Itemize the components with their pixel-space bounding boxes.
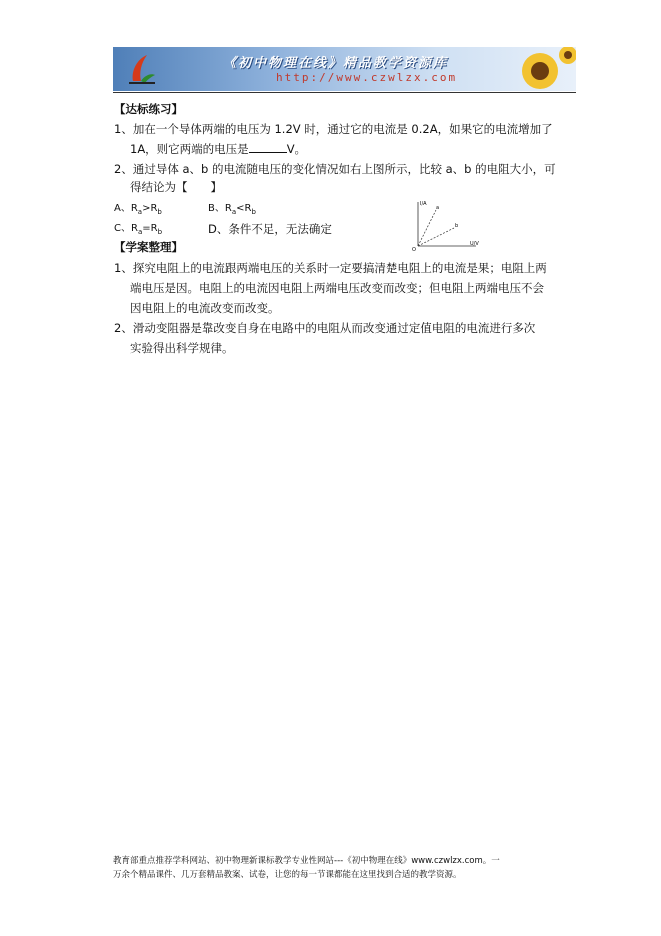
footer-line-2: 万余个精品课件、几万套精品教案、试卷，让您的每一节课都能在这里找到合适的教学资源。 [113, 870, 462, 880]
option-a[interactable]: A、$R_a>R_b$ [114, 203, 162, 216]
summary-1-line-2: 端电压是因。电阻上的电流因电阻上两端电压改变而改变；但电阻上两端电压不会 [130, 281, 544, 295]
summary-heading: 【学案整理】 [114, 240, 183, 254]
option-d[interactable]: D、条件不足，无法确定 [208, 222, 332, 236]
header-rule [113, 92, 576, 93]
iu-graph [404, 196, 486, 252]
site-logo-icon [127, 53, 157, 85]
question-2-line-2: 得结论为【 】 [130, 180, 222, 194]
summary-1-line-3: 因电阻上的电流改变而改变。 [130, 301, 280, 315]
option-b[interactable]: B、$R_a<R_b$ [208, 203, 256, 216]
question-1-line-2 [130, 142, 306, 156]
banner-title: 《初中物理在线》精品教学资源库 [223, 56, 449, 71]
sunflower-icon [506, 47, 576, 91]
banner-url[interactable]: http://www.czwlzx.com [276, 71, 458, 84]
question-2-line-1: 2、通过导体 a、b 的电流随电压的变化情况如右上图所示，比较 a、b 的电阻大小，可 [114, 162, 556, 176]
y-axis-label: I/A [420, 201, 427, 207]
question-1-prefix: 1A，则它两端的电压是 [130, 142, 249, 156]
practice-heading: 【达标练习】 [114, 102, 183, 116]
line-a [418, 210, 436, 246]
line-b [418, 228, 454, 246]
line-b-label: b [455, 223, 459, 229]
question-1-line-1: 1、加在一个导体两端的电压为 1.2V 时，通过它的电流是 0.2A，如果它的电流增加了 [114, 122, 553, 136]
footer-line-1: 教育部重点推荐学科网站、初中物理新课标教学专业性网站---《初中物理在线》www.czwlzx.com。一 [113, 856, 500, 866]
question-1-suffix: V。 [286, 142, 307, 156]
line-a-label: a [436, 205, 440, 211]
option-c[interactable]: C、$R_a=R_b$ [114, 223, 163, 236]
summary-1-line-1: 1、探究电阻上的电流跟两端电压的关系时一定要搞清楚电阻上的电流是果；电阻上两 [114, 261, 547, 275]
origin-label: O [412, 247, 416, 252]
summary-2-line-1: 2、滑动变阻器是靠改变自身在电路中的电阻从而改变通过定值电阻的电流进行多次 [114, 321, 536, 335]
summary-2-line-2: 实验得出科学规律。 [130, 341, 234, 355]
answer-blank[interactable] [249, 142, 287, 153]
x-axis-label: U/V [470, 241, 479, 247]
header-banner [113, 47, 576, 91]
